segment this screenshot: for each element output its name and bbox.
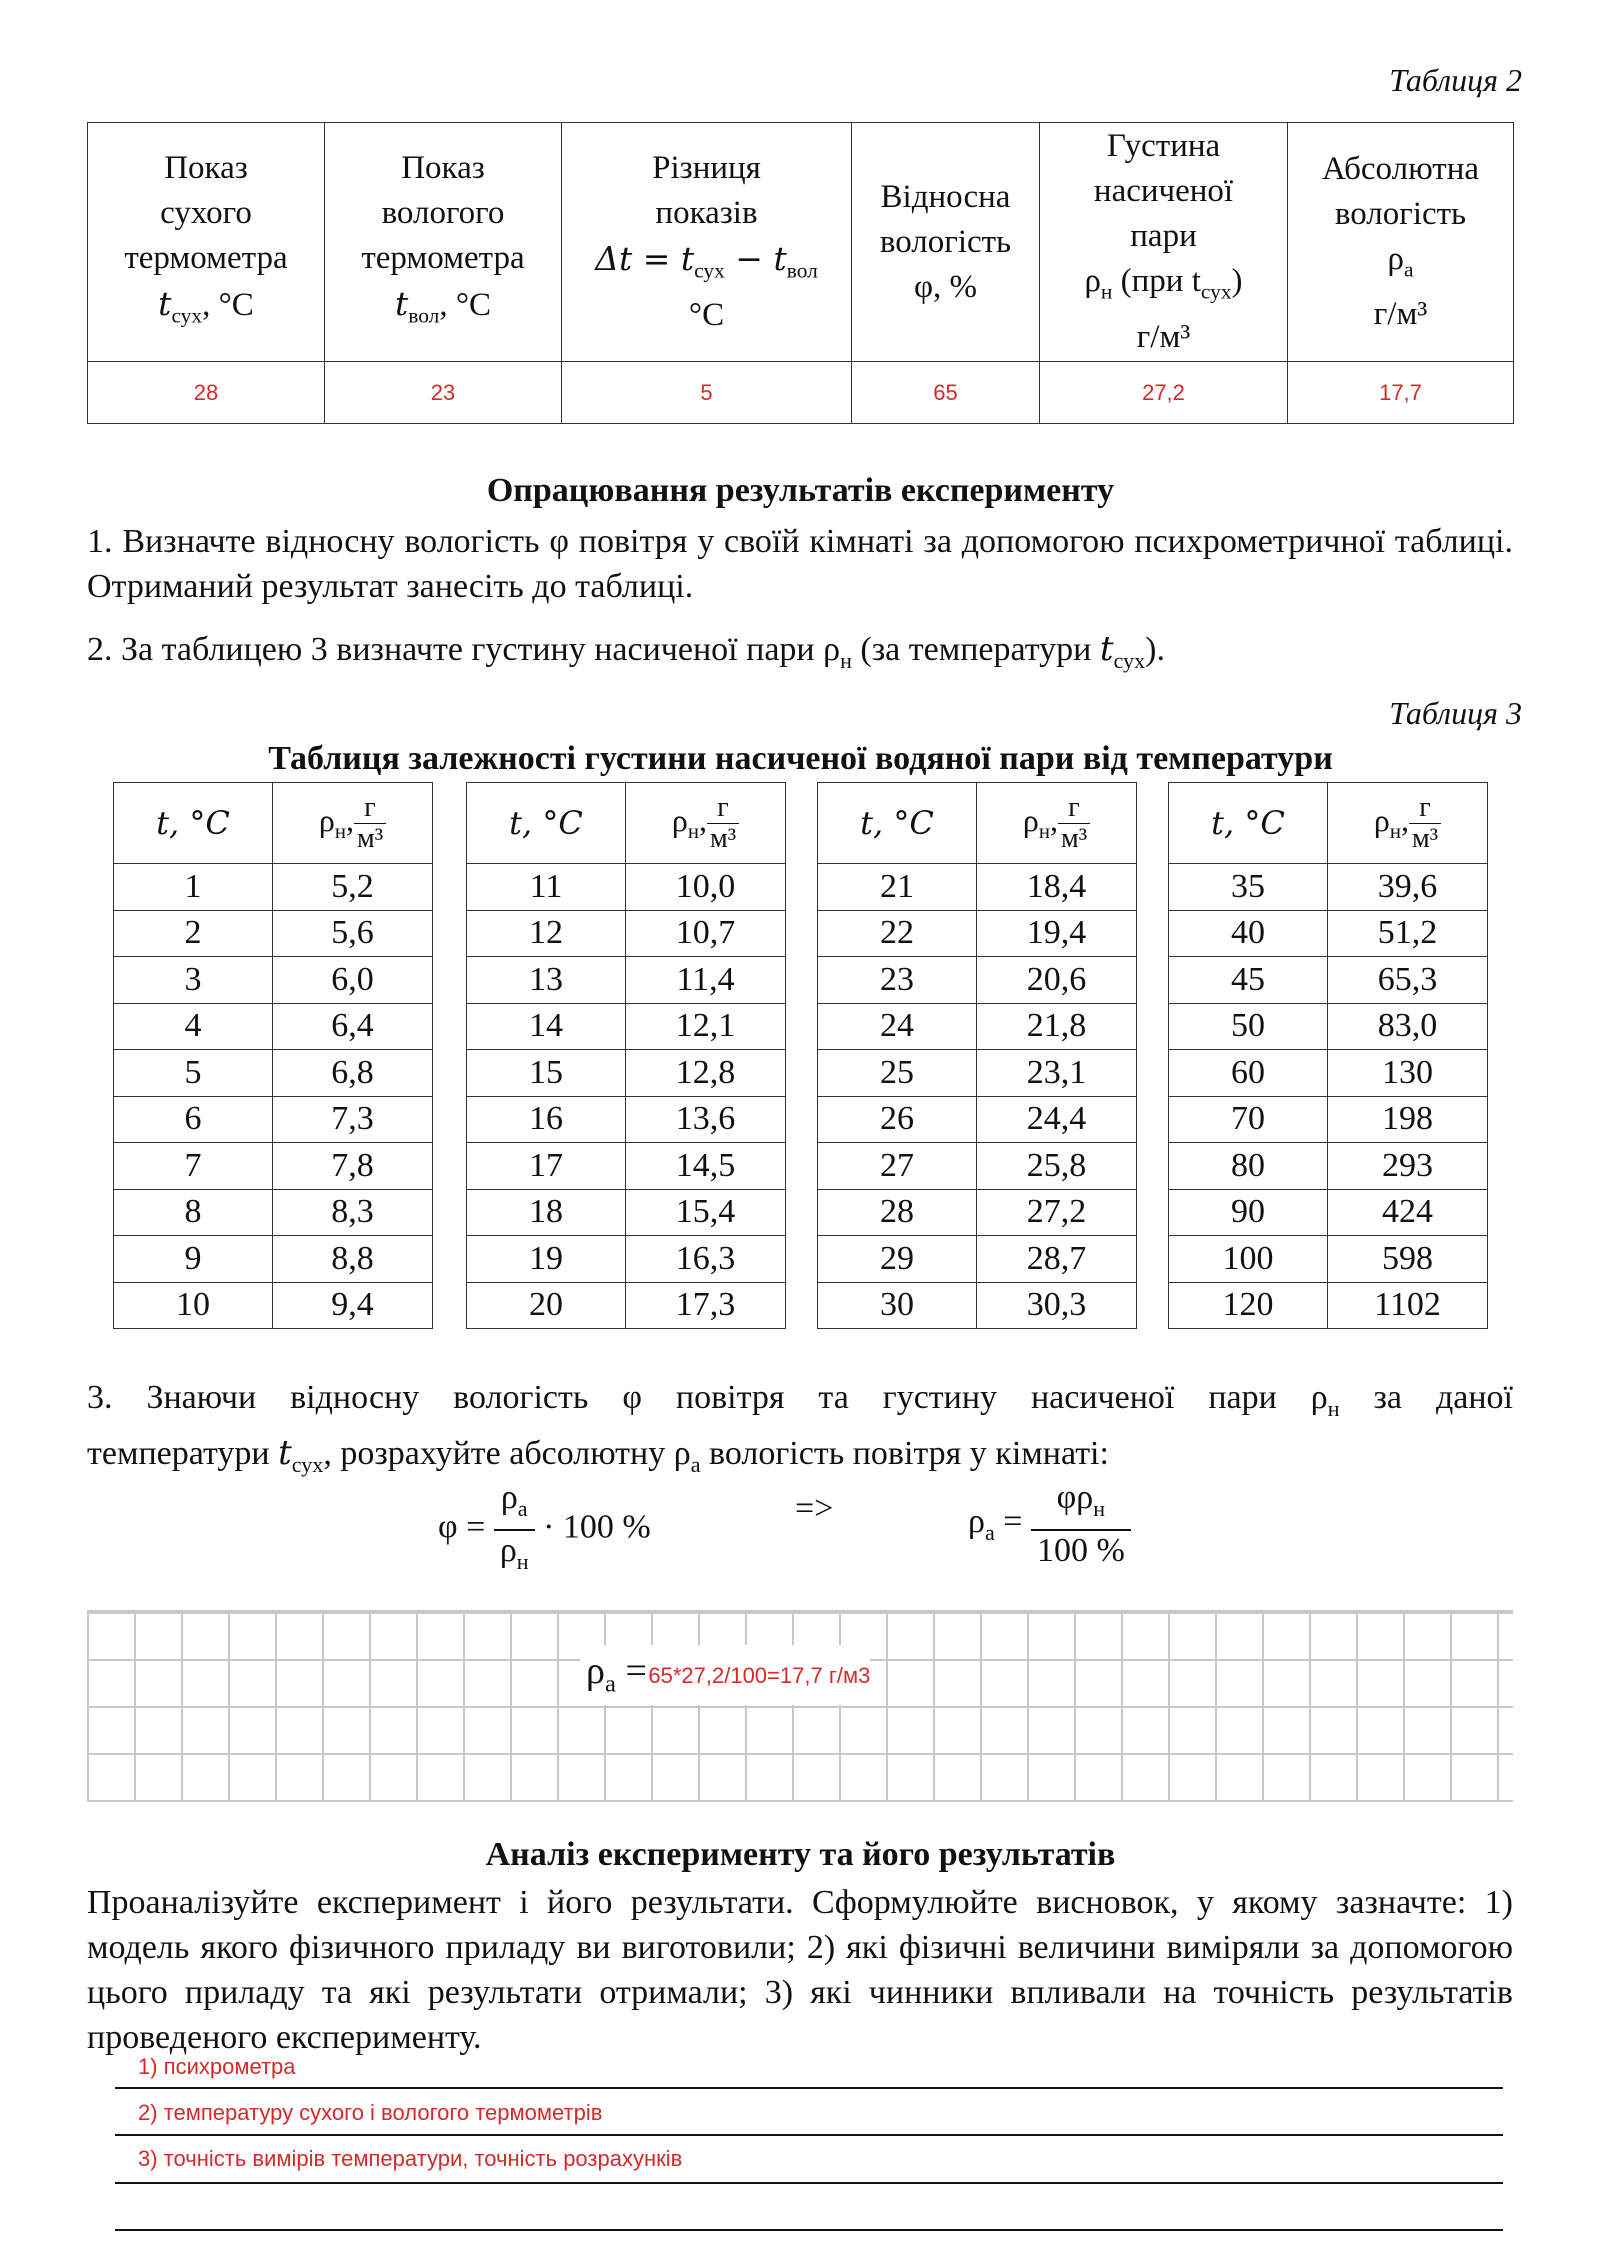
table3-cell-t: 16 [467, 1096, 626, 1143]
table-row [114, 1189, 433, 1236]
table-row [818, 864, 1137, 911]
table-row [467, 910, 786, 957]
table3-caption: Таблиця 3 [1389, 695, 1522, 731]
table3-cell-rho: 7,8 [273, 1143, 433, 1190]
table3-cell-rho: 1102 [1328, 1282, 1488, 1329]
table-row [818, 1003, 1137, 1050]
table2-header-wet: Показ вологого термометра $t_{вол}$, °C [325, 123, 562, 362]
formula-relative: φ = $\frac{\rho_а}{\rho_н}$ · 100 % [438, 1478, 651, 1582]
table2-header-absolute: Абсолютна вологість $\rho_а$ г/м³ [1288, 123, 1514, 362]
answer-line-4 [115, 2229, 1503, 2231]
table3-cell-rho: 16,3 [626, 1236, 786, 1283]
formula-relative-fraction: $\frac{\rho_а}{\rho_н}$ [494, 1478, 535, 1582]
table2-value-row [88, 362, 1514, 424]
table3-cell-t: 9 [114, 1236, 273, 1283]
table3-cell-rho: 424 [1328, 1189, 1488, 1236]
table3-cell-t: 45 [1169, 957, 1328, 1004]
analysis-text: Проаналізуйте експеримент і його результати. Сформулюйте висновок, у якому зазначте: 1) модель якого фізичного приладу ви виготовили; 2) які фізичні величини виміряли за допомогою цього приладу та які результати отримали; 3) які чинники впливали на точність результатів проведеного експерименту. [87, 1884, 1513, 2056]
step3-text: 3. Знаючи відносну вологість φ повітря та густину насиченої пари $\rho_н$ за даної температури $t_{сух}$, розрахуйте абсолютну $\rho_а$ вологість повітря у кімнаті: [87, 1379, 1513, 1477]
table3-cell-t: 29 [818, 1236, 977, 1283]
table3-cell-t: 1 [114, 864, 273, 911]
table-row [818, 957, 1137, 1004]
table3-cell-t: 26 [818, 1096, 977, 1143]
answer-line-2 [115, 2134, 1503, 2136]
table-row [114, 1003, 433, 1050]
formula-absolute: $\rho_а$ = $\frac{\varphi\rho_н}{100 \%}$ [968, 1478, 1131, 1571]
table3-cell-rho: 10,7 [626, 910, 786, 957]
table-row [467, 957, 786, 1004]
table3-cell-rho: 21,8 [977, 1003, 1137, 1050]
table3-cell-rho: 198 [1328, 1096, 1488, 1143]
answer-line-1 [115, 2087, 1503, 2089]
table-row [467, 864, 786, 911]
table3-cell-rho: 30,3 [977, 1282, 1137, 1329]
table-row [467, 1096, 786, 1143]
table3-header-row [818, 783, 1137, 864]
table2-header-dry: Показ сухого термометра $t_{сух}$, °C [88, 123, 325, 362]
table2-value-dry: 28 [88, 362, 325, 424]
table2-caption: Таблиця 2 [1389, 62, 1522, 98]
table3-cell-t: 22 [818, 910, 977, 957]
table3-cell-rho: 25,8 [977, 1143, 1137, 1190]
table3-cell-t: 60 [1169, 1050, 1328, 1097]
table3-cell-rho: 20,6 [977, 957, 1137, 1004]
table-row [818, 1189, 1137, 1236]
table3-cell-rho: 27,2 [977, 1189, 1137, 1236]
table-row [1169, 910, 1488, 957]
table-row [818, 1236, 1137, 1283]
table3-cell-rho: 7,3 [273, 1096, 433, 1143]
table2-value-saturated: 27,2 [1040, 362, 1288, 424]
calculation-grid [87, 1610, 1513, 1802]
table3-cell-rho: 598 [1328, 1236, 1488, 1283]
table3-cell-rho: 6,8 [273, 1050, 433, 1097]
table-row [818, 1282, 1137, 1329]
table-row [467, 1003, 786, 1050]
table-row [114, 910, 433, 957]
table3-cell-t: 3 [114, 957, 273, 1004]
table-row [1169, 1282, 1488, 1329]
answer-line-1-text: 1) психрометра [138, 2054, 296, 2079]
table3-cell-t: 28 [818, 1189, 977, 1236]
answer-line-2-text: 2) температуру сухого і вологого термометрів [138, 2100, 603, 2125]
table3-cell-rho: 130 [1328, 1050, 1488, 1097]
table2-header-row [88, 123, 1514, 362]
table3-cell-rho: 9,4 [273, 1282, 433, 1329]
table3-header-rho: $\rho_н$, $\frac{г}{\text{м³}}$ [626, 783, 786, 864]
table3-cell-rho: 11,4 [626, 957, 786, 1004]
table3-cell-t: 25 [818, 1050, 977, 1097]
table3-header-row [114, 783, 433, 864]
table3-cell-t: 23 [818, 957, 977, 1004]
table3-cell-rho: 5,2 [273, 864, 433, 911]
table3-cell-t: 21 [818, 864, 977, 911]
table3-cell-rho: 28,7 [977, 1236, 1137, 1283]
table3-cell-t: 24 [818, 1003, 977, 1050]
table-row [114, 1282, 433, 1329]
table3-cell-rho: 12,1 [626, 1003, 786, 1050]
table2-header-saturated: Густина насиченої пари $\rho_н$ (при $t_{сух}$) г/м³ [1040, 123, 1288, 362]
calculation-answer: $\rho_а = 65*27,2/100=17,7$ г/м3 [580, 1645, 870, 1705]
table3-cell-rho: 8,3 [273, 1189, 433, 1236]
table3-cell-t: 11 [467, 864, 626, 911]
table3-header-row [467, 783, 786, 864]
table3-cell-rho: 10,0 [626, 864, 786, 911]
table-row [818, 910, 1137, 957]
table3-header-rho: $\rho_н$, $\frac{г}{\text{м³}}$ [273, 783, 433, 864]
table3-cell-t: 8 [114, 1189, 273, 1236]
table-row [114, 1236, 433, 1283]
table3-cell-t: 4 [114, 1003, 273, 1050]
table-row [114, 957, 433, 1004]
table-row [1169, 957, 1488, 1004]
table3-cell-t: 70 [1169, 1096, 1328, 1143]
table2-header-relative: Відносна вологість φ, % [852, 123, 1040, 362]
table3-cell-rho: 5,6 [273, 910, 433, 957]
table-row [114, 864, 433, 911]
table3-cell-t: 5 [114, 1050, 273, 1097]
table3-header-rho: $\rho_н$, $\frac{г}{\text{м³}}$ [1328, 783, 1488, 864]
table3-cell-t: 2 [114, 910, 273, 957]
table3-cell-rho: 39,6 [1328, 864, 1488, 911]
table2-value-relative: 65 [852, 362, 1040, 424]
table3-block-4 [1168, 782, 1488, 1329]
table3-cell-rho: 15,4 [626, 1189, 786, 1236]
table3-cell-rho: 12,8 [626, 1050, 786, 1097]
table3-cell-t: 14 [467, 1003, 626, 1050]
table2-value-wet: 23 [325, 362, 562, 424]
table3-header-rho: $\rho_н$, $\frac{г}{\text{м³}}$ [977, 783, 1137, 864]
table3-block-3 [817, 782, 1137, 1329]
answer-line-3 [115, 2182, 1503, 2184]
table-row [114, 1096, 433, 1143]
table-row [818, 1143, 1137, 1190]
table3-header-row [1169, 783, 1488, 864]
table3-cell-t: 80 [1169, 1143, 1328, 1190]
table-row [1169, 1050, 1488, 1097]
table-row [1169, 1143, 1488, 1190]
table2-value-absolute: 17,7 [1288, 362, 1514, 424]
table3-cell-t: 10 [114, 1282, 273, 1329]
table3-cell-rho: 51,2 [1328, 910, 1488, 957]
table3-header-t: t, °C [1169, 783, 1328, 864]
table-row [1169, 1189, 1488, 1236]
table2-value-diff: 5 [562, 362, 852, 424]
table-row [1169, 864, 1488, 911]
table-row [114, 1050, 433, 1097]
formula-absolute-fraction: $\frac{\varphi\rho_н}{100 \%}$ [1031, 1478, 1131, 1571]
formula-arrow: => [795, 1490, 834, 1527]
table3-cell-t: 7 [114, 1143, 273, 1190]
answer-line-3-text: 3) точність вимірів температури, точність розрахунків [138, 2146, 683, 2171]
table3-cell-t: 12 [467, 910, 626, 957]
table3-cell-rho: 8,8 [273, 1236, 433, 1283]
table-row [467, 1143, 786, 1190]
table3-cell-rho: 17,3 [626, 1282, 786, 1329]
table3-header-t: t, °C [467, 783, 626, 864]
table3-cell-t: 120 [1169, 1282, 1328, 1329]
section-title-analysis: Аналіз експерименту та його результатів [485, 1836, 1116, 1873]
table-row [1169, 1096, 1488, 1143]
table-row [467, 1282, 786, 1329]
table-row [1169, 1003, 1488, 1050]
table3-block-1 [113, 782, 433, 1329]
section-title-processing: Опрацювання результатів експерименту [486, 472, 1115, 509]
table3-cell-t: 90 [1169, 1189, 1328, 1236]
table3-title: Таблиця залежності густини насиченої водяної пари від температури [268, 740, 1333, 777]
table3-cell-rho: 83,0 [1328, 1003, 1488, 1050]
table3-cell-t: 15 [467, 1050, 626, 1097]
calculation-result: 65*27,2/100=17,7 г/м3 [648, 1663, 871, 1688]
table3-cell-t: 100 [1169, 1236, 1328, 1283]
table3-cell-rho: 6,4 [273, 1003, 433, 1050]
table3-cell-t: 18 [467, 1189, 626, 1236]
table3-cell-t: 40 [1169, 910, 1328, 957]
table3-cell-rho: 13,6 [626, 1096, 786, 1143]
table3-cell-t: 50 [1169, 1003, 1328, 1050]
table3-cell-rho: 65,3 [1328, 957, 1488, 1004]
table-row [1169, 1236, 1488, 1283]
table3-cell-rho: 24,4 [977, 1096, 1137, 1143]
table2 [87, 122, 1514, 424]
table-row [467, 1189, 786, 1236]
table3-cell-t: 27 [818, 1143, 977, 1190]
table3-cell-t: 35 [1169, 864, 1328, 911]
table3-cell-t: 6 [114, 1096, 273, 1143]
table3-header-t: t, °C [114, 783, 273, 864]
table-row [818, 1050, 1137, 1097]
table3-cell-rho: 23,1 [977, 1050, 1137, 1097]
table3-cell-rho: 18,4 [977, 864, 1137, 911]
table-row [114, 1143, 433, 1190]
table3-cell-rho: 19,4 [977, 910, 1137, 957]
table3-cell-t: 19 [467, 1236, 626, 1283]
table3-cell-t: 30 [818, 1282, 977, 1329]
table-row [467, 1236, 786, 1283]
table3-cell-rho: 6,0 [273, 957, 433, 1004]
table3-cell-t: 17 [467, 1143, 626, 1190]
table-row [467, 1050, 786, 1097]
step2-text: 2. За таблицею 3 визначте густину насиченої пари $\rho_н$ (за температури $t_{сух}$). [87, 629, 1165, 673]
table2-header-diff: Різниця показів $\Delta t = t_{сух} - t_{вол}$ °C [562, 123, 852, 362]
table3-cell-t: 20 [467, 1282, 626, 1329]
table3-cell-rho: 293 [1328, 1143, 1488, 1190]
step1-text: 1. Визначте відносну вологість φ повітря у своїй кімнаті за допомогою психрометричної таблиці. Отриманий результат занесіть до таблиці. [87, 523, 1513, 605]
table3-cell-t: 13 [467, 957, 626, 1004]
table3-header-t: t, °C [818, 783, 977, 864]
table-row [818, 1096, 1137, 1143]
table3-block-2 [466, 782, 786, 1329]
table3-cell-rho: 14,5 [626, 1143, 786, 1190]
